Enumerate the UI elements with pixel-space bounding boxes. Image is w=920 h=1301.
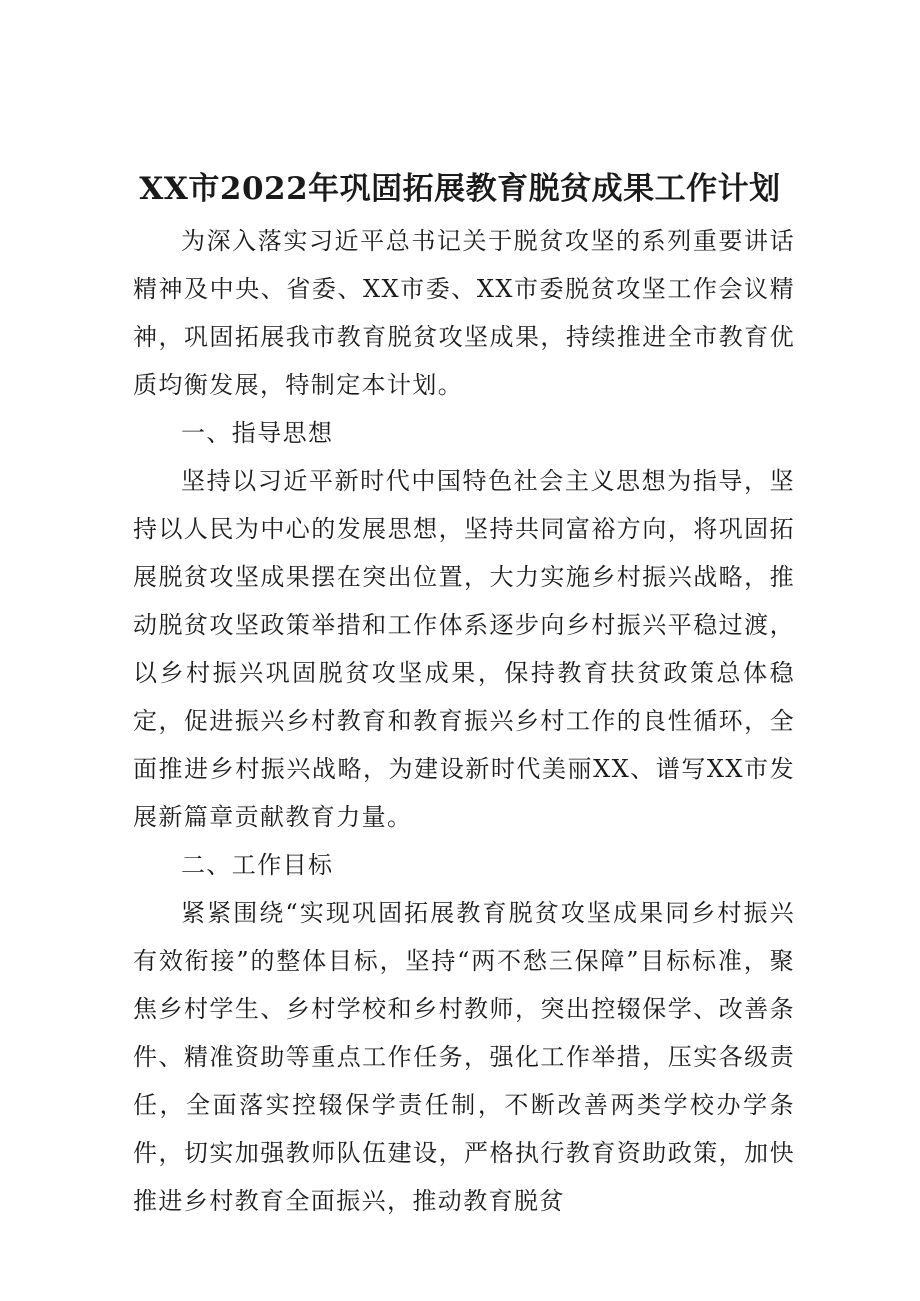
section-heading-guiding-ideology: 一、指导思想 — [181, 419, 334, 447]
work-goals-paragraph: 紧紧围绕“实现巩固拓展教育脱贫攻坚成果同乡村振兴有效衔接”的整体目标，坚持“两不愁三保障”目标标准，聚焦乡村学生、乡村学校和乡村教师，突出控辍保学、改善条件、精准资助等重点工作任务，强化工作举措，压实各级责任，全面落实控辍保学责任制，不断改善两类学校办学条件，切实加强教师队伍建设，严格执行教育资助政策，加快推进乡村教育全面振兴，推动教育脱贫 — [133, 899, 795, 1215]
intro-paragraph: 为深入落实习近平总书记关于脱贫攻坚的系列重要讲话精神及中央、省委、XX市委、XX市委脱贫攻坚工作会议精神，巩固拓展我市教育脱贫攻坚成果，持续推进全市教育优质均衡发展，特制定本计划。 — [133, 227, 795, 399]
document-body — [133, 217, 795, 1215]
guiding-ideology-paragraph: 坚持以习近平新时代中国特色社会主义思想为指导，坚持以人民为中心的发展思想，坚持共同富裕方向，将巩固拓展脱贫攻坚成果摆在突出位置，大力实施乡村振兴战略，推动脱贫攻坚政策举措和工作体系逐步向乡村振兴平稳过渡，以乡村振兴巩固脱贫攻坚成果，保持教育扶贫政策总体稳定，促进振兴乡村教育和教育振兴乡村工作的良性循环，全面推进乡村振兴战略，为建设新时代美丽XX、谱写XX市发展新篇章贡献教育力量。 — [133, 467, 795, 831]
section-heading-work-goals: 二、工作目标 — [181, 851, 334, 879]
document-title: XX市2022年巩固拓展教育脱贫成果工作计划 — [139, 171, 781, 207]
